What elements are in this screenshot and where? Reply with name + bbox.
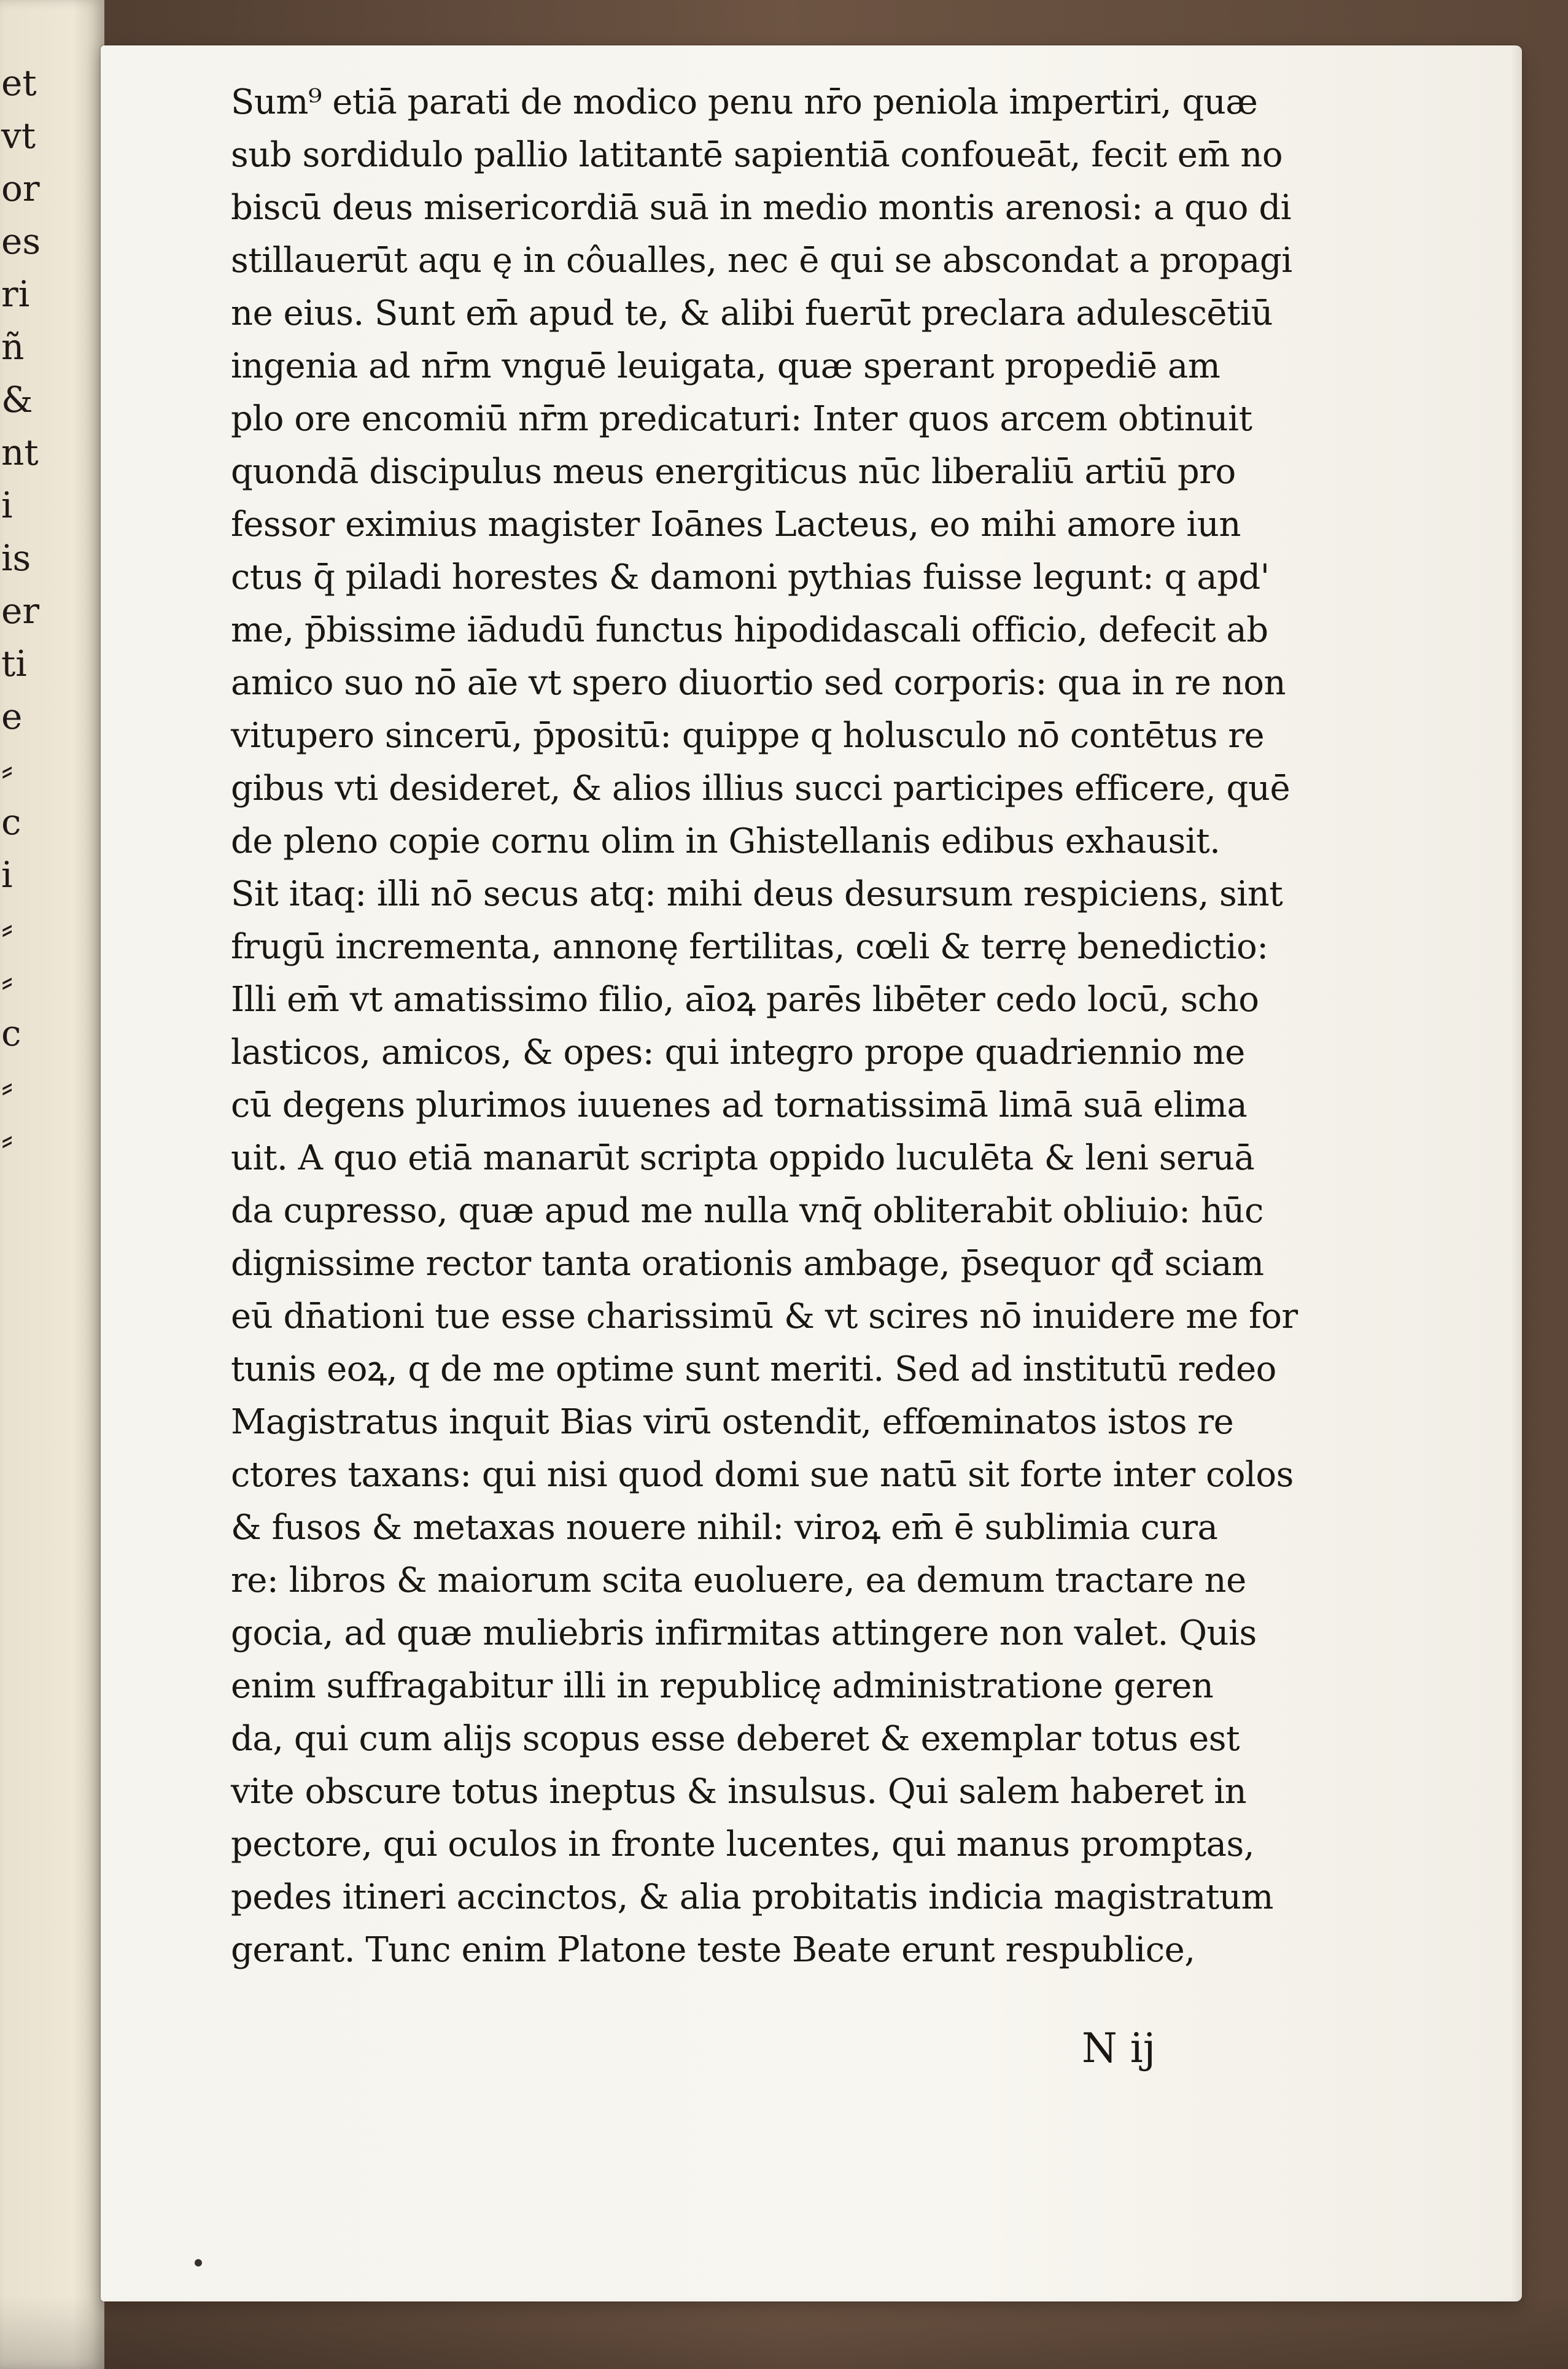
- left-page-glyphs: et vt or es ri ñ & nt i is er ti e ⸗ c i ⸗ ⸗ c ⸗ ⸗: [1, 62, 41, 1160]
- wood-bottom-shadow: [0, 2295, 1568, 2369]
- text-line: Sum⁹ etiā parati de modico penu nr̄o peniola impertiri, quæ: [231, 82, 1258, 122]
- text-line: gibus vti desideret, & alios illius succi participes efficere, quē: [231, 769, 1290, 808]
- page-dot: [195, 2259, 202, 2266]
- text-line: Sit itaq: illi nō secus atq: mihi deus desursum respiciens, sint: [231, 874, 1283, 914]
- page-text-block: [231, 76, 1471, 2053]
- text-line: eū dn̄ationi tue esse charissimū & vt scires nō inuidere me for: [231, 1297, 1298, 1336]
- signature-mark: N ij: [1082, 2025, 1156, 2072]
- text-line: frugū incrementa, annonę fertilitas, cœli & terrę benedictio:: [231, 927, 1268, 967]
- left-page: [0, 0, 104, 2369]
- text-line: enim suffragabitur illi in republicę administratione geren: [231, 1666, 1214, 1706]
- text-line: pedes itineri accinctos, & alia probitatis indicia magistratum: [231, 1877, 1274, 1917]
- text-line: cū degens plurimos iuuenes ad tornatissimā limā suā elima: [231, 1085, 1248, 1125]
- text-line: da cupresso, quæ apud me nulla vnq̄ obliterabit obliuio: hūc: [231, 1191, 1263, 1231]
- text-line: stillauerūt aqu ę in côualles, nec ē qui se abscondat a propagi: [231, 241, 1292, 281]
- page-edge: [1511, 45, 1522, 2301]
- text-line: gerant. Tunc enim Platone teste Beate erunt respublice,: [231, 1930, 1195, 1970]
- text-line: tunis eoꝝ, q de me optime sunt meriti. Sed ad institutū redeo: [231, 1349, 1276, 1389]
- text-line: quondā discipulus meus energiticus nūc liberaliū artiū pro: [231, 452, 1236, 492]
- text-line: Illi em̄ vt amatissimo filio, aīoꝝ parēs libēter cedo locū, scho: [231, 980, 1259, 1020]
- text-line: plo ore encomiū nr̄m predicaturi: Inter quos arcem obtinuit: [231, 399, 1252, 439]
- text-line: ctus q̄ piladi horestes & damoni pythias fuisse legunt: q apd': [231, 557, 1270, 597]
- text-line: sub sordidulo pallio latitantē sapientiā confoueāt, fecit em̄ no: [231, 135, 1283, 175]
- text-line: me, p̄bissime iādudū functus hipodidascali officio, defecit ab: [231, 610, 1268, 650]
- text-line: amico suo nō aīe vt spero diuortio sed corporis: qua in re non: [231, 663, 1286, 703]
- text-line: pectore, qui oculos in fronte lucentes, qui manus promptas,: [231, 1824, 1255, 1864]
- right-page: [101, 45, 1522, 2301]
- text-line: ingenia ad nr̄m vnguē leuigata, quæ sperant propediē am: [231, 346, 1221, 386]
- text-line: uit. A quo etiā manarūt scripta oppido luculēta & leni seruā: [231, 1138, 1255, 1178]
- text-line: Magistratus inquit Bias virū ostendit, effœminatos istos re: [231, 1402, 1234, 1442]
- text-line: ctores taxans: qui nisi quod domi sue natū sit forte inter colos: [231, 1455, 1294, 1495]
- text-line: da, qui cum alijs scopus esse deberet & exemplar totus est: [231, 1719, 1240, 1759]
- text-line: de pleno copie cornu olim in Ghistellanis edibus exhausit.: [231, 821, 1221, 861]
- text-line: vite obscure totus ineptus & insulsus. Qui salem haberet in: [231, 1772, 1247, 1812]
- text-line: lasticos, amicos, & opes: qui integro prope quadriennio me: [231, 1033, 1245, 1072]
- text-line: dignissime rector tanta orationis ambage, p̄sequor qđ sciam: [231, 1244, 1264, 1284]
- text-line: ne eius. Sunt em̄ apud te, & alibi fuerūt preclara adulescētiū: [231, 293, 1273, 333]
- text-line: fessor eximius magister Ioānes Lacteus, eo mihi amore iun: [231, 505, 1241, 545]
- text-line: vitupero sincerū, p̄positū: quippe q holusculo nō contētus re: [231, 716, 1265, 756]
- text-line: & fusos & metaxas nouere nihil: viroꝝ em̄ ē sublimia cura: [231, 1508, 1218, 1548]
- text-line: gocia, ad quæ muliebris infirmitas attingere non valet. Quis: [231, 1613, 1257, 1653]
- text-line: biscū deus misericordiā suā in medio montis arenosi: a quo di: [231, 188, 1292, 228]
- text-line: re: libros & maiorum scita euoluere, ea demum tractare ne: [231, 1561, 1246, 1600]
